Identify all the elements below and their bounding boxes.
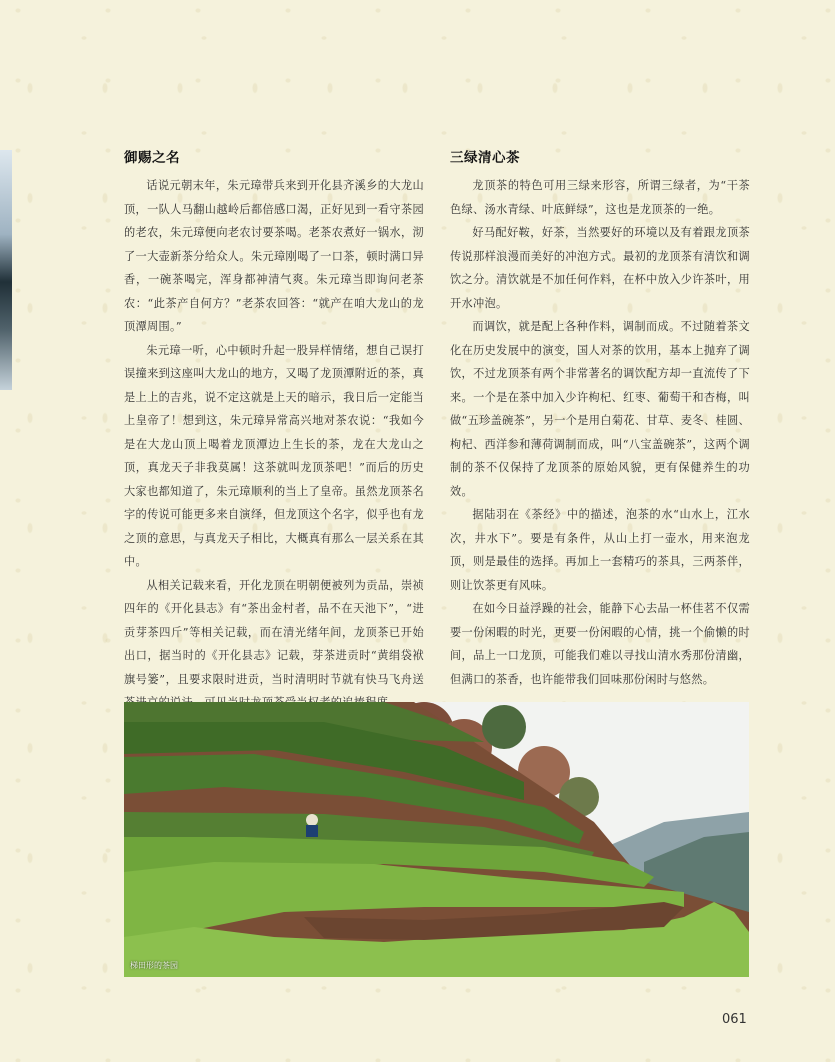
paragraph: 龙顶茶的特色可用三绿来形容，所谓三绿者，为“干茶色绿、汤水青绿、叶底鲜绿”，这也是龙顶茶的一绝。 <box>450 179 750 216</box>
section-heading-three-greens: 三绿清心茶 <box>450 150 520 166</box>
page-number: 061 <box>722 1012 747 1027</box>
paragraph: 而调饮，就是配上各种作料，调制而成。不过随着茶文化在历史发展中的演变，国人对茶的饮用，基本上抛弃了调饮，不过龙顶茶有两个非常著名的调饮配方却一直流传了下来。一个是在茶中加入少许枸杞、红枣、葡萄干和杏梅，叫做“五珍盖碗茶”，另一个是用白菊花、甘草、麦冬、桂圆、枸杞、西洋参和薄荷调制而成，叫“八宝盖碗茶”，这两个调制的茶不仅保持了龙顶茶的原始风貌，更有保健养生的功效。 <box>450 320 750 498</box>
tea-terrace-photo <box>124 702 749 977</box>
paragraph: 朱元璋一听，心中顿时升起一股异样情绪，想自己误打误撞来到这座叫大龙山的地方，又喝了龙顶潭附近的茶，真是上上的吉兆，说不定这就是上天的暗示，我日后一定能当上皇帝了！想到这，朱元璋异常高兴地对茶农说：“我如今是在大龙山顶上喝着龙顶潭边上生长的茶，龙在大龙山之顶，真龙天子非我莫属！这茶就叫龙顶茶吧！”而后的历史大家也都知道了，朱元璋顺利的当上了皇帝。虽然龙顶茶名字的传说可能更多来自演绎，但龙顶这个名字，似乎也有龙之顶的意思，与真龙天子相比，大概真有那么一层关系在其中。 <box>124 343 424 568</box>
paragraph: 从相关记载来看，开化龙顶在明朝便被列为贡品，崇祯四年的《开化县志》有“茶出金村者，品不在天池下”，“进贡芽茶四斤”等相关记载，而在清光绪年间，龙顶茶已开始出口，据当时的《开化县志》记载，芽茶进贡时“黄绢袋袱旗号篓”，且要求限时进贡，当时清明时节就有快马飞舟送 <box>124 578 424 686</box>
right-column <box>450 146 750 691</box>
tea-terrace-illustration <box>124 702 749 977</box>
paragraph: 好马配好鞍，好茶，当然要好的环境以及有着跟龙顶茶传说那样浪漫而美好的冲泡方式。最初的龙顶茶有清饮和调饮之分。清饮就是不加任何作料，在杯中放入少许茶叶，用开水冲泡。 <box>450 226 750 310</box>
section-heading-imperial-name: 御赐之名 <box>124 150 180 166</box>
paragraph: 据陆羽在《茶经》中的描述，泡茶的水“山水上，江水次，井水下”。要是有条件，从山上打一壶水，用来泡龙顶，则是最佳的选择。再加上一套精巧的茶具，三两茶伴，则让饮茶更有风味。 <box>450 508 750 592</box>
paragraph: 在如今日益浮躁的社会，能静下心去品一杯佳茗不仅需要一份闲暇的时光，更要一份闲暇的心情，挑一个偷懒的时间，品上一口龙顶，可能我们难以寻找山清水秀那份清幽，但满口的茶香，也许能带我们回味那份闲时与悠然。 <box>450 602 750 686</box>
photo-caption: 梯田形的茶园 <box>130 961 178 970</box>
left-column <box>124 146 424 715</box>
paragraph: 话说元朝末年，朱元璋带兵来到开化县齐溪乡的大龙山顶，一队人马翻山越岭后都倍感口渴，正好见到一看守茶园的老农，朱元璋便向老农讨要茶喝。老茶农煮好一锅水，沏了一大壶新茶分给众人。朱元璋刚喝了一口茶，顿时满口异香，一碗茶喝完，浑身都神清气爽。朱元璋当即询问老茶农：“此茶产自何方？”老茶农回答：“就产在咱大龙山的龙顶潭周围。” <box>124 179 424 333</box>
adjacent-photo-edge <box>0 150 12 390</box>
